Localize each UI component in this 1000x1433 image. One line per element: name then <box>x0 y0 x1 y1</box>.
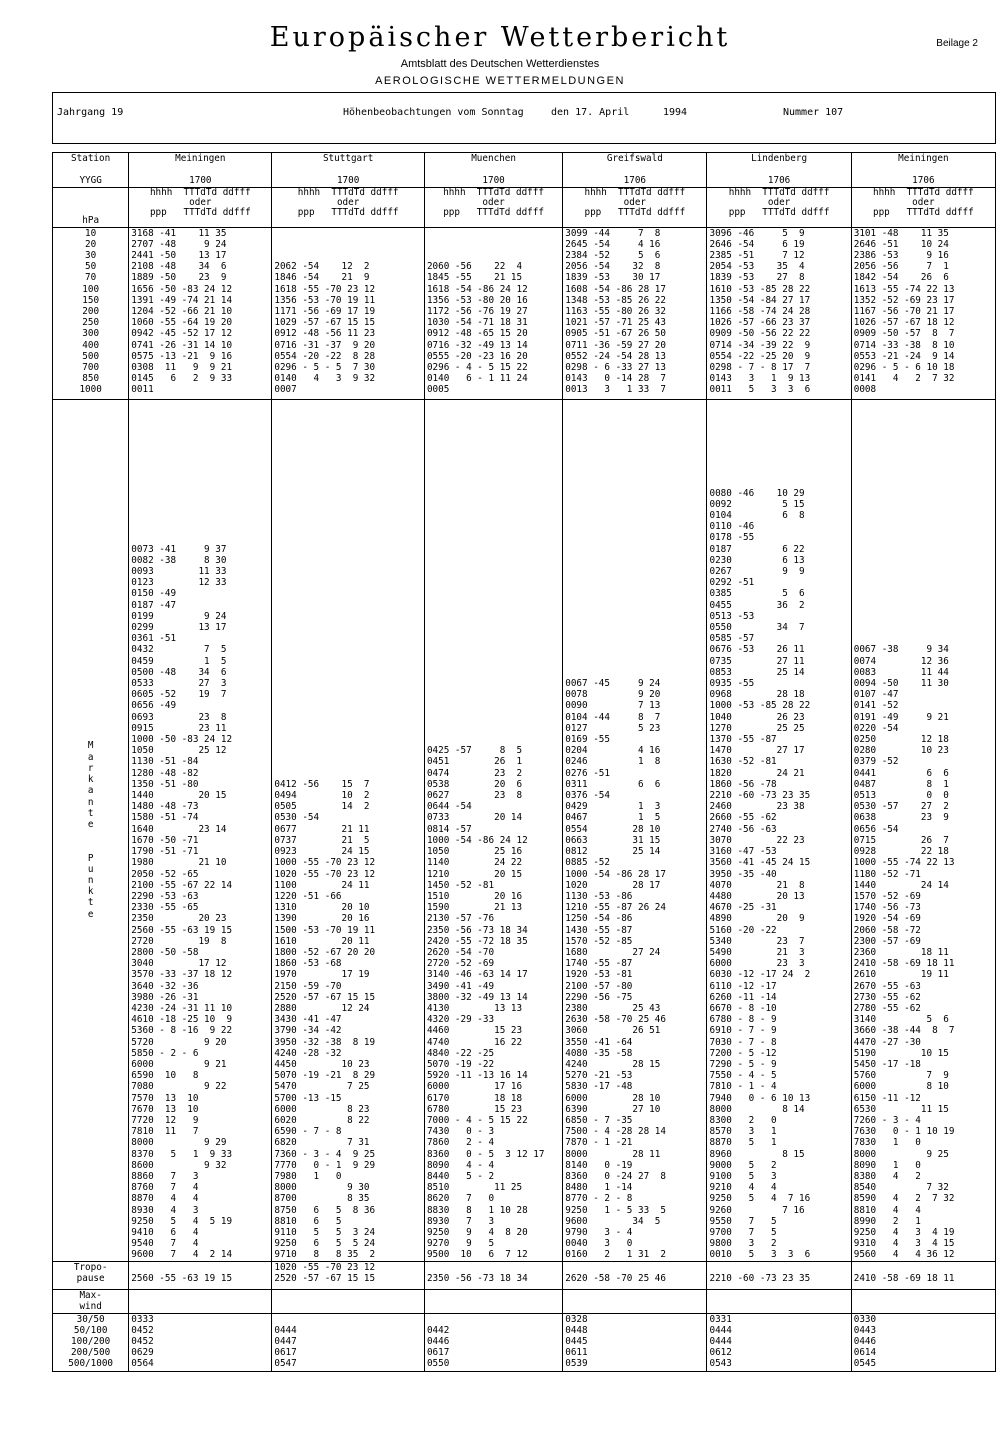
issue-info-bar <box>52 92 996 144</box>
station-label: Station <box>71 153 111 164</box>
col-head: hhhh TTTdTd ddfff oder ppp TTTdTd ddfff <box>707 187 851 227</box>
standard-data-5: 3096 -46 5 9 2646 -54 6 19 2385 -51 7 12 2054 -53 35 4 1839 -53 27 8 1610 -53 -85 28 22 1350 -54 -84 27 17 1166 -58 -74 24 28 1026 -57 -66 23 37 0909 -50 -56 22 22 0714 -34 -39 22 9 0554 -22 -25 20 9 0298 - 7 - 8 17 7 0143 3 1 9 13 0011 5 3 3 6 <box>707 227 851 399</box>
tropopause-data-5: 2210 -60 -73 23 35 <box>707 1261 851 1289</box>
tropopause-data-3: 2350 -56 -73 18 34 <box>424 1261 562 1289</box>
standard-data-2: 2062 -54 12 2 1846 -54 21 9 1618 -55 -70 23 12 1356 -53 -70 19 11 1171 -56 -69 17 19 1029 -57 -67 15 15 0912 -48 -56 11 23 0716 -31 -37 9 20 0554 -20 -22 8 28 0296 - 5 - 5 7 30 0140 4 3 9 32 0007 <box>272 227 425 399</box>
maxwind-data-2: 0444 0447 0617 0547 <box>272 1313 425 1371</box>
significant-data-3: 0425 -57 8 5 0451 26 1 0474 23 2 0538 20 6 0627 23 8 0644 -54 0733 20 14 0814 -57 1000 -54 -86 24 12 1050 25 16 1140 24 22 1210 20 15 1450 -52 -81 1510 20 16 1590 21 13 2130 -57 -76 2350 -56 -73 18 34 2420 -55 -72 18 35 2620 -54 -70 2720 -52 -69 3140 -46 -63 14 17 3490 -41 -49 3800 -32 -49 13 14 4130 13 13 4320 -29 -33 4460 15 23 4740 16 22 4840 -22 -25 5070 -19 -22 5920 -11 -13 16 14 6000 17 16 6170 18 18 6780 15 23 7000 - 4 - 5 15 22 7430 0 - 3 7860 2 - 4 8360 0 - 5 3 12 17 8090 4 - 4 8440 5 - 2 8510 11 25 8620 7 0 8830 8 1 10 28 8930 7 3 9250 9 4 8 20 9270 9 5 9500 10 6 7 12 <box>424 399 562 1261</box>
yygg-label: YYGG <box>79 175 102 187</box>
station-header-4: Greifswald 1706 <box>563 153 707 188</box>
col-head: hhhh TTTdTd ddfff oder ppp TTTdTd ddfff <box>563 187 707 227</box>
tropopause-data-1: 2560 -55 -63 19 15 <box>129 1261 272 1289</box>
maxwind-data-4: 0328 0448 0445 0611 0539 <box>563 1313 707 1371</box>
maxwind-data-1: 0333 0452 0452 0629 0564 <box>129 1313 272 1371</box>
standard-data-3: 2060 -56 22 4 1845 -55 21 15 1618 -54 -86 24 12 1356 -53 -80 20 16 1172 -56 -76 19 27 1030 -54 -71 18 31 0912 -48 -65 15 20 0716 -32 -49 13 14 0555 -20 -23 16 20 0296 - 4 - 5 15 22 0140 6 - 1 11 24 0005 <box>424 227 562 399</box>
maxwind-data-5: 0331 0444 0444 0612 0543 <box>707 1313 851 1371</box>
pressure-levels: 10 20 30 50 70 100 150 200 250 300 400 500 700 850 1000 <box>53 227 129 399</box>
significant-data-5: 0080 -46 10 29 0092 5 15 0104 6 8 0110 -46 0178 -55 0187 6 22 0230 6 13 0267 9 9 0292 -51 0385 5 6 0455 36 2 0513 -53 0550 34 7 0585 -57 0676 -53 26 11 0735 27 11 0853 25 14 0935 -55 0968 28 18 1000 -53 -85 28 22 1040 26 23 1270 25 25 1370 -55 -87 1470 27 17 1630 -52 -81 1820 24 21 1860 -56 -78 2210 -60 -73 23 35 2460 23 38 2660 -55 -62 2740 -56 -63 3070 22 23 3160 -47 -53 3560 -41 -45 24 15 3950 -35 -40 4070 21 8 4480 20 13 4670 -25 -31 4890 20 9 5160 -20 -22 5340 23 7 5490 21 3 6000 23 3 6030 -12 -17 24 2 6110 -12 -17 6260 -11 -14 6670 - 8 -10 6780 - 8 - 9 6910 - 7 - 9 7030 - 7 - 8 7200 - 5 -12 7290 - 5 - 9 7550 - 4 - 5 7810 - 1 - 4 7940 0 - 6 10 13 8000 8 14 8300 2 0 8570 3 1 8870 5 1 8960 8 15 9000 5 2 9100 5 3 9210 4 4 9250 5 4 7 16 9260 7 16 9550 7 5 9700 7 5 9800 3 2 0010 5 3 3 6 <box>707 399 851 1261</box>
significant-data-2: 0412 -56 15 7 0494 10 2 0505 14 2 0530 -54 0677 21 11 0737 21 5 0923 24 15 1000 -55 -70 23 12 1020 -55 -70 23 12 1100 24 11 1220 -51 -66 1310 20 10 1390 20 16 1500 -53 -70 19 11 1610 20 11 1800 -52 -67 20 20 1860 -53 -68 1970 17 19 2150 -59 -70 2520 -57 -67 15 15 2880 12 24 3430 -41 -47 3790 -34 -42 3950 -32 -38 8 19 4240 -28 -32 4450 10 23 5070 -19 -21 8 29 5470 7 25 5700 -13 -15 6000 8 23 6020 8 22 6590 - 7 - 8 6820 7 31 7360 - 3 - 4 9 25 7770 0 - 1 9 29 7980 1 0 8000 9 30 8700 8 35 8750 6 5 8 36 8810 6 5 9110 5 5 3 24 9250 6 5 5 24 9710 8 8 35 2 <box>272 399 425 1261</box>
maxwind-label: Max- wind <box>53 1289 129 1313</box>
standard-data-1: 3168 -41 11 35 2707 -48 9 24 2441 -50 13 17 2108 -48 34 6 1889 -50 23 9 1656 -50 -83 24 12 1391 -49 -74 21 14 1204 -52 -66 21 10 1060 -55 -64 19 20 0942 -45 -52 17 12 0741 -26 -31 14 10 0575 -13 -21 9 16 0308 11 9 9 21 0145 6 2 9 33 0011 <box>129 227 272 399</box>
tropopause-data-6: 2410 -58 -69 18 11 <box>851 1261 995 1289</box>
tropopause-row <box>53 1261 996 1289</box>
significant-data-6: 0067 -38 9 34 0074 12 36 0083 11 44 0094 -50 11 30 0107 -47 0141 -52 0191 -49 9 21 0220 -54 0250 12 18 0280 10 23 0379 -52 0441 6 6 0487 8 1 0513 0 0 0530 -57 27 2 0638 23 9 0656 -54 0715 26 7 0928 22 18 1000 -55 -74 22 13 1180 -52 -71 1440 24 14 1570 -52 -69 1740 -56 -73 1920 -54 -69 2060 -58 -72 2300 -57 -69 2360 18 11 2410 -58 -69 18 11 2610 19 11 2670 -55 -63 2730 -55 -62 2780 -55 -62 3140 5 6 3660 -38 -44 8 7 4470 -27 -30 5190 10 15 5450 -17 -18 5760 7 9 6000 8 10 6150 -11 -12 6530 11 15 7260 - 3 - 4 7630 0 - 1 10 19 7830 1 0 8000 9 25 8090 1 0 8380 4 2 8540 7 32 8590 4 2 7 32 8810 4 4 8990 2 1 9250 4 3 4 19 9310 4 3 4 15 9560 4 4 36 12 <box>851 399 995 1261</box>
observation-year: 1994 <box>663 107 688 118</box>
tropopause-data-4: 2620 -58 -70 25 46 <box>563 1261 707 1289</box>
jahrgang: Jahrgang 19 <box>57 107 124 118</box>
col-head: hhhh TTTdTd ddfff oder ppp TTTdTd ddfff <box>129 187 272 227</box>
page-title: Europäischer Wetterbericht <box>269 22 731 53</box>
aerological-table <box>52 152 996 1372</box>
standard-data-4: 3099 -44 7 8 2645 -54 4 16 2384 -52 5 6 2056 -54 32 8 1839 -53 30 17 1608 -54 -86 28 17 1348 -53 -85 26 22 1163 -55 -80 26 32 1021 -57 -71 25 43 0905 -51 -67 26 50 0711 -36 -59 27 20 0552 -24 -54 28 13 0298 - 6 -33 27 13 0143 0 -14 28 7 0013 3 1 33 7 <box>563 227 707 399</box>
maxwind-label-row <box>53 1289 996 1313</box>
station-header-6: Meiningen 1706 <box>851 153 995 188</box>
station-header-3: Muenchen 1700 <box>424 153 562 188</box>
tropopause-label: Tropo- pause <box>53 1261 129 1289</box>
maxwind-row <box>53 1313 996 1371</box>
significant-data-4: 0067 -45 9 24 0078 9 20 0090 7 13 0104 -44 8 7 0127 5 23 0169 -55 0204 4 16 0246 1 8 0276 -51 0311 6 6 0376 -54 0429 1 3 0467 1 5 0554 28 10 0663 31 15 0812 25 14 0885 -52 1000 -54 -86 28 17 1020 28 17 1130 -53 -86 1210 -55 -87 26 24 1250 -54 -86 1430 -55 -87 1570 -52 -85 1680 27 24 1740 -55 -87 1920 -53 -81 2100 -57 -80 2290 -56 -75 2380 25 43 2630 -58 -70 25 46 3060 26 51 3550 -41 -64 4080 -35 -58 4240 28 15 5270 -21 -53 5830 -17 -48 6000 28 10 6390 27 10 6850 - 7 -35 7500 - 4 -28 28 14 7870 - 1 -21 8000 28 11 8140 0 -19 8360 0 -24 27 8 8480 1 -14 8770 - 2 - 8 9250 1 - 5 33 5 9600 34 5 9790 3 - 4 0040 3 0 0160 2 1 31 2 <box>563 399 707 1261</box>
standard-data-6: 3101 -48 11 35 2646 -51 10 24 2386 -53 9 16 2056 -56 7 1 1842 -54 26 6 1613 -55 -74 22 13 1352 -52 -69 23 17 1167 -56 -70 21 17 1026 -57 -67 18 12 0909 -50 -57 8 7 0714 -33 -38 8 10 0553 -21 -24 9 14 0296 - 5 - 6 10 18 0141 4 2 7 32 0008 <box>851 227 995 399</box>
maxwind-data-3: 0442 0446 0617 0550 <box>424 1313 562 1371</box>
tropopause-data-2: 1020 -55 -70 23 12 2520 -57 -67 15 15 <box>272 1261 425 1289</box>
station-row <box>53 153 996 188</box>
maxwind-data-6: 0330 0443 0446 0614 0545 <box>851 1313 995 1371</box>
hpa-label: hPa <box>53 187 129 227</box>
standard-levels-row <box>53 227 996 399</box>
column-header-row <box>53 187 996 227</box>
station-header-1: Meiningen 1700 <box>129 153 272 188</box>
issue-number: Nummer 107 <box>783 107 844 118</box>
col-head: hhhh TTTdTd ddfff oder ppp TTTdTd ddfff <box>272 187 425 227</box>
page-subtitle: Amtsblatt des Deutschen Wetterdienstes <box>400 58 600 70</box>
col-head: hhhh TTTdTd ddfff oder ppp TTTdTd ddfff <box>424 187 562 227</box>
markante-punkte-label: M a r k a n t e P u n k t e <box>53 399 129 1261</box>
observation-description: Höhenbeobachtungen vom Sonntag <box>343 107 524 118</box>
wind-layers: 30/50 50/100 100/200 200/500 500/1000 <box>53 1313 129 1371</box>
station-header-2: Stuttgart 1700 <box>272 153 425 188</box>
beilage-label: Beilage 2 <box>936 38 978 49</box>
significant-points-row <box>53 399 996 1261</box>
observation-date: den 17. April <box>551 107 630 118</box>
station-label-cell <box>53 153 129 188</box>
section-title: AEROLOGISCHE WETTERMELDUNGEN <box>375 75 625 87</box>
station-header-5: Lindenberg 1706 <box>707 153 851 188</box>
significant-data-1: 0073 -41 9 37 0082 -38 8 30 0093 11 33 0123 12 33 0150 -49 0187 -47 0199 9 24 0299 13 17 0361 -51 0432 7 5 0459 1 5 0500 -48 34 6 0533 27 3 0605 -52 19 7 0656 -49 0693 23 8 0915 23 11 1000 -50 -83 24 12 1050 25 12 1130 -51 -84 1280 -48 -82 1350 -51 -80 1440 20 15 1480 -48 -73 1580 -51 -74 1640 23 14 1670 -50 -71 1790 -51 -71 1980 21 10 2050 -52 -65 2100 -55 -67 22 14 2290 -53 -63 2330 -55 -65 2350 20 23 2560 -55 -63 19 15 2720 19 8 2800 -50 -58 3040 17 12 3570 -33 -37 18 12 3640 -32 -36 3980 -26 -31 4230 -24 -31 11 10 4610 -18 -25 10 9 5360 - 8 -16 9 22 5720 9 20 5850 - 2 - 6 6000 9 21 6590 10 8 7080 9 22 7570 13 10 7670 13 10 7720 12 9 7810 11 7 8000 9 29 8370 5 1 9 33 8600 9 32 8860 7 3 8760 7 4 8870 4 4 8930 4 3 9250 5 4 5 19 9410 6 4 9540 7 4 9600 7 4 2 14 <box>129 399 272 1261</box>
col-head: hhhh TTTdTd ddfff oder ppp TTTdTd ddfff <box>851 187 995 227</box>
